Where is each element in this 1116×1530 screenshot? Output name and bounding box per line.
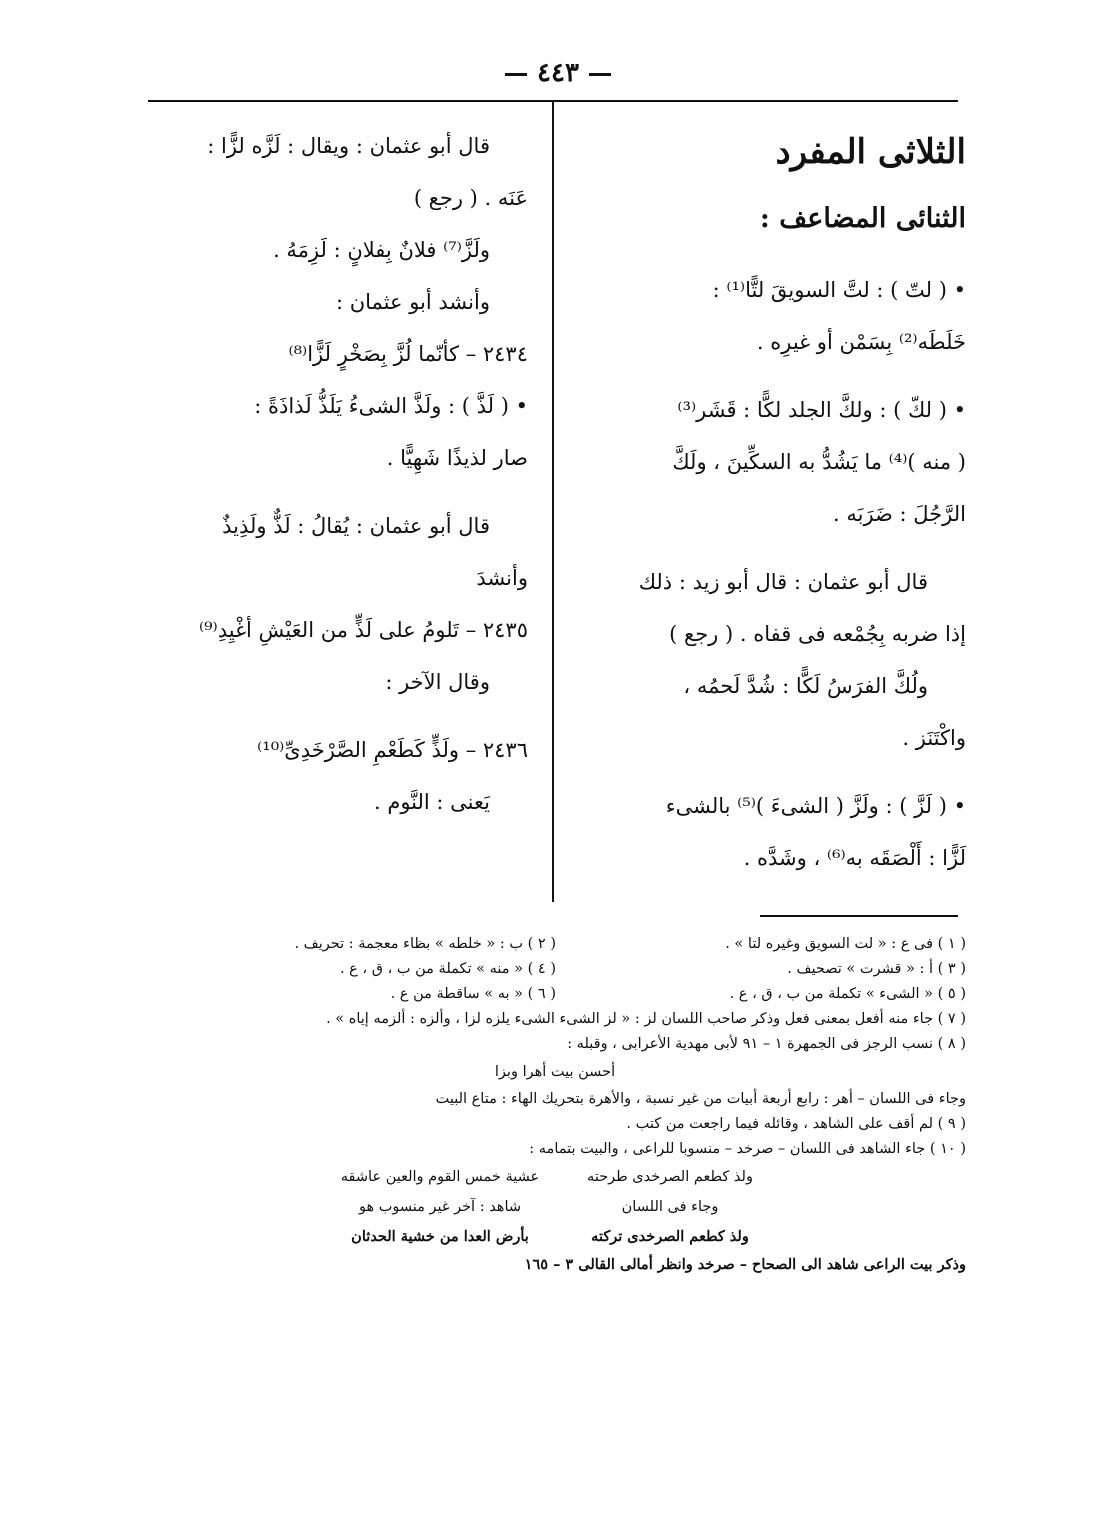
verse-hemistich: بأرض العدا من خشية الحدثان (351, 1228, 529, 1245)
footnote: وذكر بيت الراعى شاهد الى الصحاح – صرخد وانظر أمالى القالى ٣ – ١٦٥ (524, 1256, 966, 1273)
text-line: واكْتَنَز . (902, 726, 966, 750)
footnote: وجاء فى اللسان – أهر : رابع أربعة أبيات من غير نسبة ، والأهرة بتحريك الهاء : متاع البيت (435, 1091, 966, 1107)
text-line: قال أبو عثمان : ويقال : لَزَّه لزًّا : (207, 134, 490, 158)
footnote: ( ٢ ) ب : « خلطه » بظاء معجمة : تحريف . (294, 936, 556, 952)
text-line: • ( لتّ ) : لتَّ السويقَ لتًّا⁽¹⁾ : (712, 278, 966, 302)
footnote: ( ٧ ) جاء منه أفعل بمعنى فعل وذكر صاحب اللسان لز : « لز الشىء الشىء يلزه لزا ، وألزه : ألزمه إياه » . (326, 1011, 966, 1027)
text-line: • ( لكّ ) : ولكَّ الجلد لكًّا : قَشَر⁽³⁾ (677, 398, 966, 422)
footnote: ( ٦ ) « به » ساقطة من ع . (390, 986, 556, 1002)
text-line: • ( لَذَّ ) : ولَذَّ الشىءُ يَلَذُّ لَذاذَةً : (254, 394, 528, 418)
text-line: وأنشدَ (476, 566, 528, 590)
section-title: الثلاثى المفرد (775, 132, 966, 172)
footnote-quote: أحسن بيت أهرا وبزا (494, 1064, 616, 1080)
text-line: صار لذيذًا شَهِيًّا . (386, 446, 528, 470)
footnote: ( ٣ ) أ : « قشرت » تصحيف . (787, 961, 966, 977)
page-number (0, 58, 1116, 88)
column-divider (552, 102, 554, 902)
section-subtitle: الثنائى المضاعف : (759, 203, 966, 234)
text-line: قال أبو عثمان : يُقالُ : لَذٌّ ولَذِيذٌ (222, 514, 490, 538)
footnote: ( ١ ) فى ع : « لت السويق وغيره لتا » . (725, 936, 966, 952)
verse-hemistich: ولذ كطعم الصرخدى تركته (591, 1228, 749, 1245)
text-line: الرَّجُلَ : ضَرَبَه . (832, 502, 966, 526)
text-line: قال أبو عثمان : قال أبو زيد : ذلك (638, 570, 928, 594)
footnote-row (144, 982, 966, 1007)
footnote-row (144, 957, 966, 982)
text-line: ولُكَّ الفرَسُ لَكًّا : شُدَّ لَحمُه ، (683, 674, 928, 698)
right-column (586, 120, 966, 884)
footnote-rule (760, 915, 958, 917)
footnote: ( ٤ ) « منه » تكملة من ب ، ق ، ع . (339, 961, 556, 977)
text-line: ولَزَّ⁽⁷⁾ فلانٌ بِفلانٍ : لَزِمَهُ . (273, 238, 490, 262)
text-line: ( منه )⁽⁴⁾ ما يَشُدُّ به السكِّينَ ، ولَكَّ (672, 450, 966, 474)
text-line: • ( لَزَّ ) : ولَزَّ ( الشىءَ )⁽⁵⁾ بالشىء (665, 794, 966, 818)
footnote: ( ٥ ) « الشىء » تكملة من ب ، ق ، ع . (729, 986, 966, 1002)
left-column (138, 120, 528, 828)
footnote-verse (144, 1222, 966, 1252)
text-line: إذا ضربه بِجُمْعه فى قفاه . ( رجع ) (669, 622, 966, 646)
footnote-verse (144, 1162, 966, 1192)
text-line: وقال الآخر : (385, 670, 490, 694)
footnote: ( ٨ ) نسب الرجز فى الجمهرة ١ – ٩١ لأبى مهدية الأعرابى ، وقبله : (567, 1036, 966, 1052)
verse-hemistich: ولذ كطعم الصرخدى طرحته (587, 1169, 753, 1185)
text-line: خَلَطَه⁽²⁾ بِسَمْن أو غيرِه . (756, 330, 966, 354)
footnote: ( ١٠ ) جاء الشاهد فى اللسان – صرخد – منسوبا للراعى ، والبيت بتمامه : (529, 1141, 966, 1157)
text-line: وأنشد أبو عثمان : (335, 290, 490, 314)
verse-line: ٢٤٣٤ – كأنّما لُزَّ بِصَخْرٍ لَزًّا⁽⁸⁾ (288, 342, 528, 366)
page-number-dash-left (505, 73, 527, 76)
page-number-text: ٤٤٣ (537, 58, 579, 88)
verse-line: ٢٤٣٦ – ولَذٍّ كَطَعْمِ الصَّرْخَدِىِّ⁽¹⁰⁾ (257, 738, 528, 762)
footnote: ( ٩ ) لم أقف على الشاهد ، وقائله فيما راجعت من كتب . (626, 1116, 966, 1132)
verse-hemistich: وجاء فى اللسان (621, 1199, 719, 1215)
text-line: عَنَه . ( رجع ) (413, 186, 528, 210)
footnote-row (144, 932, 966, 957)
verse-line: ٢٤٣٥ – تَلومُ على لَذٍّ من العَيْشِ أغْيِدِ⁽⁹⁾ (198, 618, 528, 642)
verse-hemistich: عشية خمس القوم والعين عاشقه (340, 1169, 540, 1185)
footnote-verse (144, 1192, 966, 1222)
page-number-dash-right (589, 73, 611, 76)
verse-hemistich: شاهد : آخر غير منسوب هو (358, 1199, 522, 1215)
text-line: لَزًّا : أَلْصَقَه به⁽⁶⁾ ، وشَدَّه . (743, 846, 966, 870)
footnotes (144, 932, 966, 1277)
text-line: يَعنى : النَّوم . (373, 790, 490, 814)
